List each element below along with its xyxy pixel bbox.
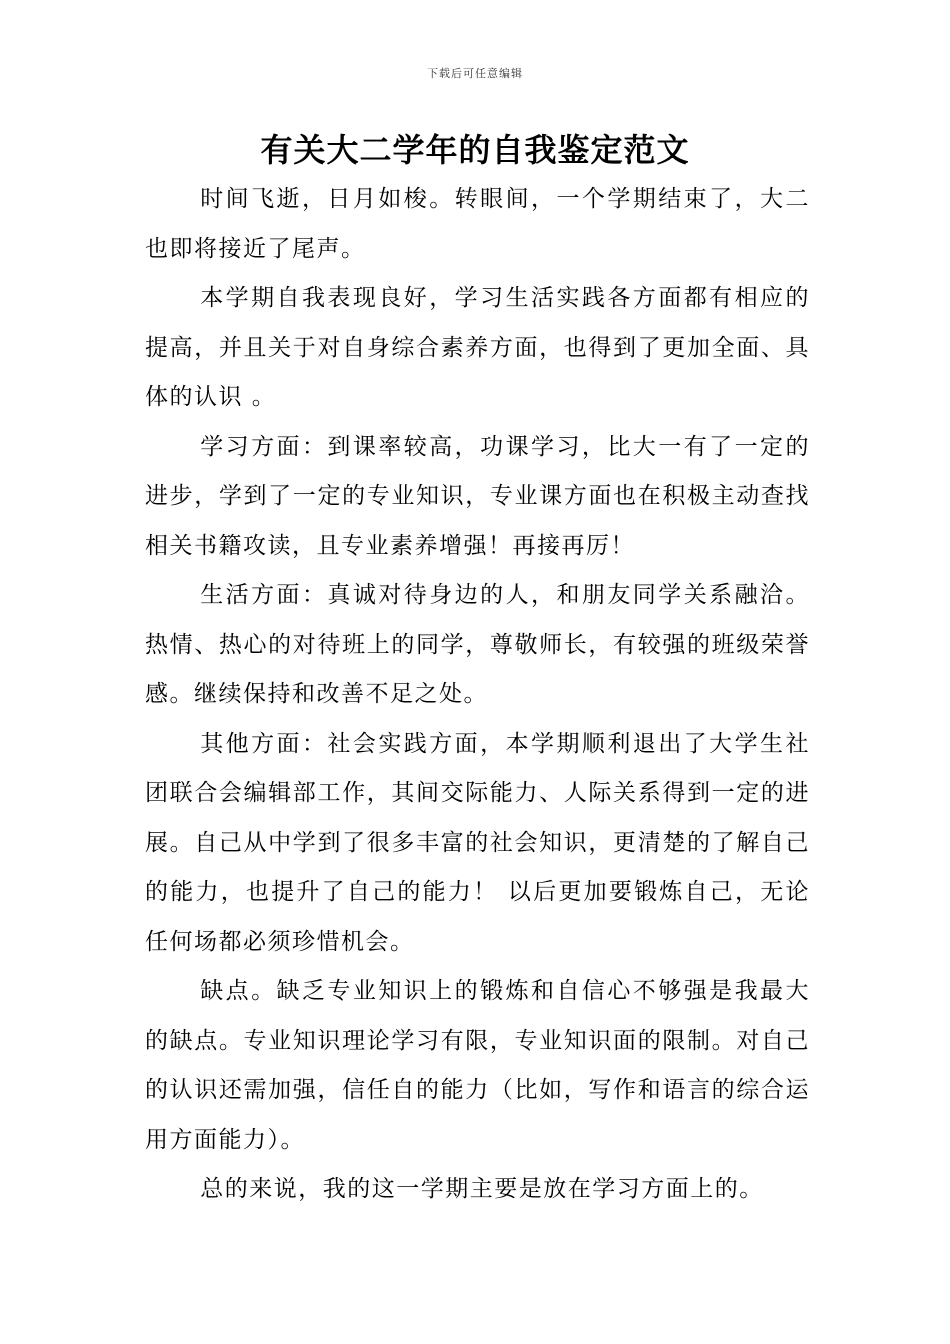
document-body — [145, 175, 810, 1215]
paragraph-study: 学习方面：到课率较高，功课学习，比大一有了一定的进步，学到了一定的专业知识，专业课方面也在积极主动查找相关书籍攻读，且专业素养增强！再接再厉！ — [145, 433, 810, 559]
header-note: 下载后可任意编辑 — [427, 67, 523, 80]
paragraph-other: 其他方面：社会实践方面，本学期顺利退出了大学生社团联合会编辑部工作，其间交际能力、人际关系得到一定的进展。自己从中学到了很多丰富的社会知识，更清楚的了解自己的能力，也提升了自己的能力！ 以后更加要锻炼自己，无论任何场都必须珍惜机会。 — [145, 730, 810, 955]
paragraph-summary: 总的来说，我的这一学期主要是放在学习方面上的。 — [200, 1176, 764, 1202]
paragraph-intro: 时间飞逝，日月如梭。转眼间，一个学期结束了，大二也即将接近了尾声。 — [145, 186, 810, 262]
paragraph-overall-performance: 本学期自我表现良好，学习生活实践各方面都有相应的提高，并且关于对自身综合素养方面，也得到了更加全面、具体的认识 。 — [145, 285, 810, 410]
document-title: 有关大二学年的自我鉴定范文 — [260, 131, 690, 169]
paragraph-life: 生活方面：真诚对待身边的人，和朋友同学关系融洽。热情、热心的对待班上的同学，尊敬师长，有较强的班级荣誉感。继续保持和改善不足之处。 — [145, 582, 810, 707]
paragraph-shortcomings: 缺点。缺乏专业知识上的锻炼和自信心不够强是我最大的缺点。专业知识理论学习有限，专业知识面的限制。对自己的认识还需加强，信任自的能力（比如，写作和语言的综合运用方面能力）。 — [145, 978, 810, 1153]
